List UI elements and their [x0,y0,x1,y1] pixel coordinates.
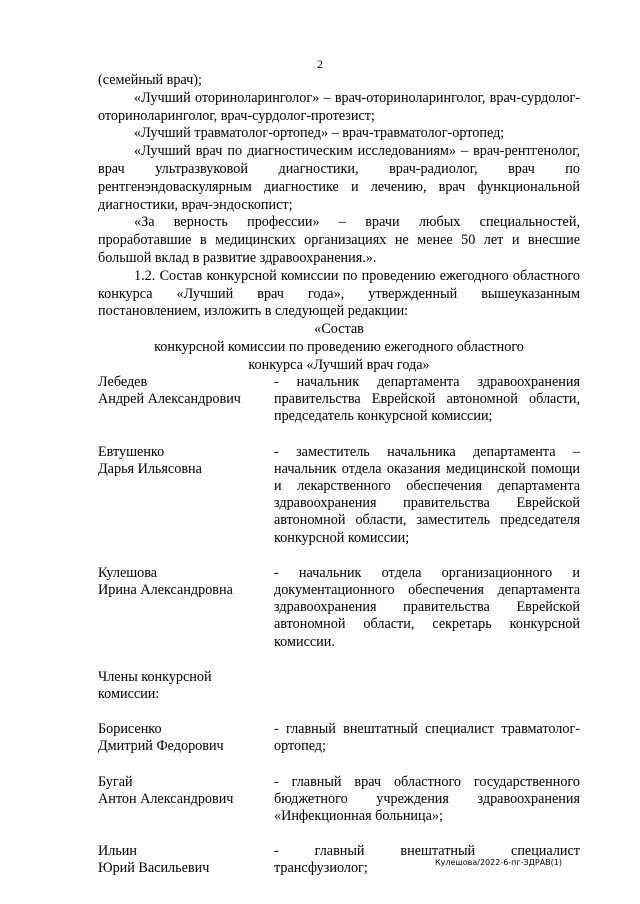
member-role: - главный внештатный специалист травматолог-ортопед; [274,721,580,755]
paragraph-loyalty: «За верность профессии» – врачи любых специальностей, проработавшие в медицинских организациях не менее 50 лет и внесшие большой вклад в развитие здравоохранения.». [98,214,580,266]
commission-heading [98,321,580,374]
member-given-name: Дарья Ильясовна [98,460,202,477]
paragraph-diagnostics: «Лучший врач по диагностическим исследованиям» – врач-рентгенолог, врач ультразвуковой диагностики, врач-радиолог, врач по рентгенэндоваскулярным диагностике и лечению, врач функциональной диагностики, врач-эндоскопист; [98,143,580,213]
member-name [98,374,274,426]
heading-line-1: «Состав [314,321,364,338]
member-name [98,774,274,826]
member-surname: Бугай [98,773,133,790]
member-given-name: Ирина Александровна [98,582,233,599]
paragraph-composition: 1.2. Состав конкурсной комиссии по проведению ежегодного областного конкурса «Лучший врач года», утвержденный вышеуказанным постановлением, изложить в следующей редакции: [98,267,580,320]
member-given-name: Антон Александрович [98,790,234,807]
member-role: - главный врач областного государственного бюджетного учреждения здравоохранения «Инфекционная больница»; [274,773,580,825]
member-surname: Евтушенко [98,443,165,460]
members-label-line-2: комиссии: [98,686,160,703]
member-row [98,374,580,426]
paragraph-traumatologist: «Лучший травматолог-ортопед» – врач-травматолог-ортопед; [134,125,505,142]
heading-line-3: конкурса «Лучший врач года» [248,356,430,373]
heading-line-2: конкурсной комиссии по проведению ежегодного областного [154,338,524,355]
member-name [98,721,274,755]
member-given-name: Дмитрий Федорович [98,738,224,755]
paragraph-family-doctor: (семейный врач); [98,72,202,88]
member-surname: Кулешова [98,564,158,581]
member-surname: Ильин [98,843,137,860]
paragraph-otolaryngologist: «Лучший оториноларинголог» – врач-оториноларинголог, врач-сурдолог-оториноларинголог, врач-сурдолог-протезист; [98,89,580,124]
member-role: - главный внештатный специалист трансфузиолог; [274,843,580,877]
member-given-name: Андрей Александрович [98,391,241,408]
member-row [98,444,580,547]
member-row [98,774,580,826]
member-name [98,444,274,547]
member-row [98,721,580,755]
member-surname: Борисенко [98,721,162,738]
member-role: - начальник департамента здравоохранения правительства Еврейской автономной области, председатель конкурсной комиссии; [274,374,580,425]
member-role: - начальник отдела организационного и документационного обеспечения департамента здравоохранения правительства Еврейской автономной области, секретарь конкурсной комиссии. [274,564,580,650]
member-role: - заместитель начальника департамента – начальник отдела оказания медицинской помощи и лекарственного обеспечения департамента здравоохранения правительства Еврейской автономной области, заместитель председателя конкурсной комиссии; [274,443,580,546]
document-footer-code: Кулешова/2022-6-пг-ЗДРАВ(1) [434,858,562,867]
document-body [98,72,580,375]
member-given-name: Юрий Васильевич [98,860,210,877]
member-name [98,565,274,651]
page-number: 2 [317,57,323,71]
member-surname: Лебедев [98,374,148,390]
commission-members [98,374,580,878]
member-row [98,565,580,651]
member-name [98,843,274,877]
members-label [98,669,580,703]
members-label-line-1: Члены конкурсной [98,668,212,685]
